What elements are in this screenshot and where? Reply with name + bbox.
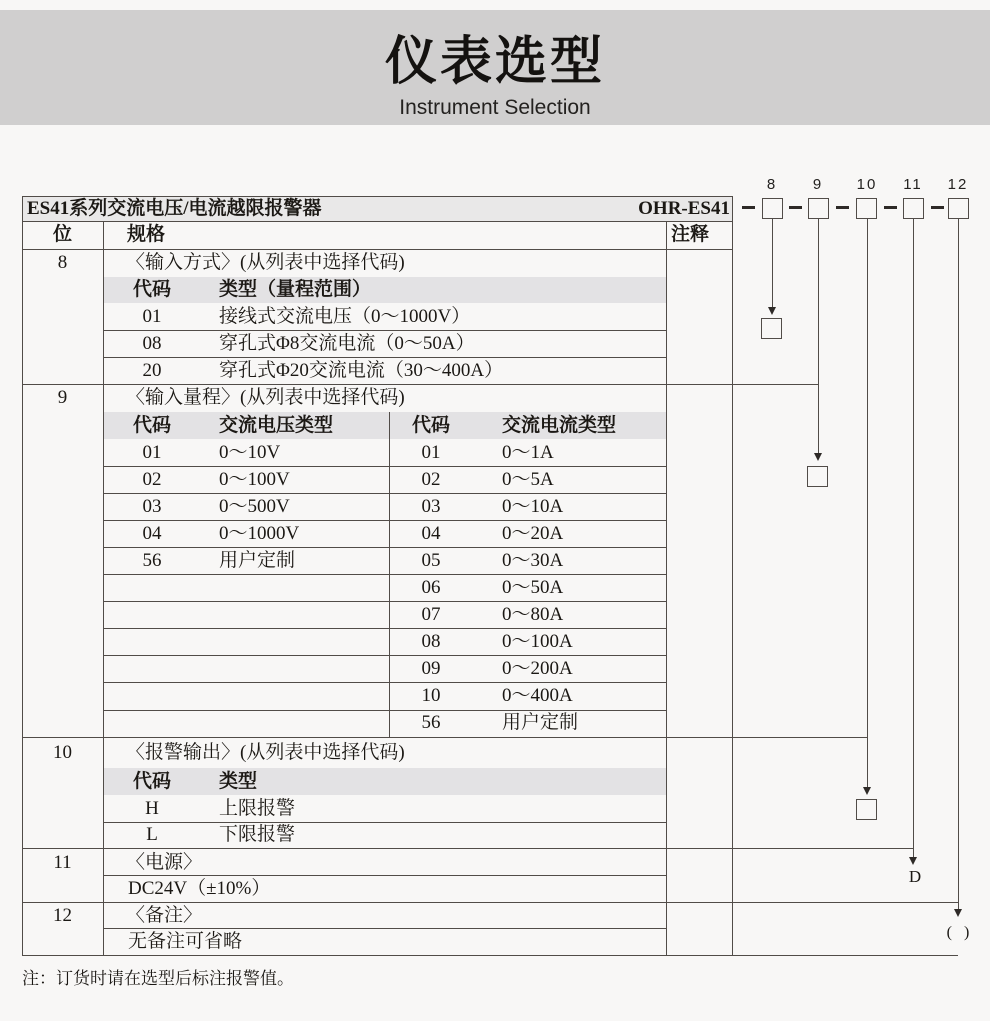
sec9-right-type: 0～200A bbox=[502, 658, 573, 679]
sec9-right-code: 08 bbox=[421, 631, 441, 652]
sec8-row-code: 08 bbox=[142, 333, 162, 354]
arrow-down-icon bbox=[909, 857, 917, 865]
sec10-row-type: 下限报警 bbox=[219, 824, 296, 845]
sec11-value: DC24V（±10%） bbox=[128, 878, 271, 899]
sec9-left-type: 0～10V bbox=[219, 442, 281, 463]
digit-label-9: 9 bbox=[812, 176, 824, 193]
footnote: 注：订货时请在选型后标注报警值。 bbox=[22, 969, 294, 988]
power-code-d: D bbox=[908, 867, 922, 886]
sec8-header-code: 代码 bbox=[132, 279, 171, 300]
sec8-row-code: 01 bbox=[142, 306, 162, 327]
code-box-11 bbox=[903, 198, 924, 219]
selection-box-9 bbox=[807, 466, 828, 487]
row-divider bbox=[103, 655, 666, 656]
row-divider bbox=[103, 710, 666, 711]
row8-9-border bbox=[22, 384, 818, 385]
digit-label-11: 11 bbox=[903, 176, 923, 193]
table-border-left bbox=[22, 196, 23, 955]
digit-label-12: 12 bbox=[947, 176, 969, 193]
row-divider bbox=[103, 493, 666, 494]
sec10-header-code: 代码 bbox=[132, 771, 171, 792]
sec9-right-code: 09 bbox=[421, 658, 441, 679]
sec9-right-code: 05 bbox=[421, 550, 441, 571]
sec9-left-type: 0～500V bbox=[219, 496, 290, 517]
code-box-10 bbox=[856, 198, 877, 219]
sec12-value: 无备注可省略 bbox=[128, 931, 243, 952]
selection-box-10 bbox=[856, 799, 877, 820]
sec9-pos: 9 bbox=[57, 387, 68, 408]
sec9-right-type: 0～80A bbox=[502, 604, 564, 625]
row11-12-border bbox=[22, 902, 958, 903]
arrow-down-icon bbox=[954, 909, 962, 917]
sec9-right-type: 0～10A bbox=[502, 496, 564, 517]
sec10-header-type: 类型 bbox=[219, 771, 258, 792]
digit-label-8: 8 bbox=[766, 176, 778, 193]
dash-separator bbox=[884, 206, 897, 209]
sec10-pos: 10 bbox=[53, 742, 72, 763]
sec9-right-code: 06 bbox=[421, 577, 441, 598]
selection-box-8 bbox=[761, 318, 782, 339]
sec8-row-type: 穿孔式Φ20交流电流（30～400A） bbox=[219, 360, 504, 381]
arrow-down-icon bbox=[863, 787, 871, 795]
col-header-pos: 位 bbox=[52, 224, 72, 245]
col-header-spec: 规格 bbox=[127, 224, 166, 245]
sec9-right-header-type: 交流电流类型 bbox=[502, 415, 617, 436]
sec9-left-header-code: 代码 bbox=[132, 415, 171, 436]
row10-11-border bbox=[22, 848, 913, 849]
row-divider bbox=[103, 875, 666, 876]
row-divider bbox=[103, 466, 666, 467]
row-divider bbox=[103, 928, 666, 929]
sec9-label: 〈输入量程〉(从列表中选择代码) bbox=[126, 387, 405, 408]
page-title: 仪表选型 bbox=[384, 33, 605, 91]
sec9-left-code: 56 bbox=[142, 550, 162, 571]
sec8-pos: 8 bbox=[57, 252, 68, 273]
code-box-8 bbox=[762, 198, 783, 219]
sec9-right-code: 02 bbox=[421, 469, 441, 490]
row-divider bbox=[103, 357, 666, 358]
sec9-left-code: 02 bbox=[142, 469, 162, 490]
sec9-right-code: 10 bbox=[421, 685, 441, 706]
sec12-label: 〈备注〉 bbox=[126, 905, 203, 926]
connector-line-8 bbox=[772, 218, 773, 307]
remark-parens: ( ) bbox=[946, 924, 970, 941]
connector-line-10 bbox=[867, 218, 868, 787]
sec9-right-header-code: 代码 bbox=[411, 415, 450, 436]
sec9-right-type: 0～30A bbox=[502, 550, 564, 571]
row9-10-border bbox=[22, 737, 867, 738]
arrow-down-icon bbox=[768, 307, 776, 315]
sec11-label: 〈电源〉 bbox=[126, 852, 203, 873]
sec8-header-type: 类型（量程范围） bbox=[219, 279, 372, 300]
table-border-right bbox=[732, 196, 733, 955]
banner bbox=[0, 10, 990, 125]
sec9-right-type: 用户定制 bbox=[502, 712, 579, 733]
note-column-divider bbox=[666, 221, 667, 955]
sec9-right-type: 0～50A bbox=[502, 577, 564, 598]
sec9-left-type: 0～100V bbox=[219, 469, 290, 490]
connector-line-11 bbox=[913, 218, 914, 857]
dash-separator bbox=[836, 206, 849, 209]
product-model: OHR-ES41 bbox=[638, 198, 730, 219]
row-divider bbox=[103, 330, 666, 331]
sec8-row-type: 接线式交流电压（0～1000V） bbox=[219, 306, 471, 327]
row-divider bbox=[103, 682, 666, 683]
dash-separator bbox=[931, 206, 944, 209]
sec9-right-code: 56 bbox=[421, 712, 441, 733]
sec9-right-type: 0～1A bbox=[502, 442, 554, 463]
sec9-right-code: 04 bbox=[421, 523, 441, 544]
header-body-divider bbox=[22, 249, 732, 250]
sec9-left-code: 01 bbox=[142, 442, 162, 463]
sec8-row-code: 20 bbox=[142, 360, 162, 381]
sec10-row-type: 上限报警 bbox=[219, 798, 296, 819]
page-subtitle: Instrument Selection bbox=[399, 96, 591, 119]
arrow-down-icon bbox=[814, 453, 822, 461]
sec9-right-type: 0～20A bbox=[502, 523, 564, 544]
dash-separator bbox=[742, 206, 755, 209]
table-border-bottom bbox=[22, 955, 958, 956]
digit-label-10: 10 bbox=[856, 176, 878, 193]
sec9-right-code: 01 bbox=[421, 442, 441, 463]
sec10-row-code: L bbox=[146, 824, 158, 845]
sec8-label: 〈输入方式〉(从列表中选择代码) bbox=[126, 252, 405, 273]
sec10-label: 〈报警输出〉(从列表中选择代码) bbox=[126, 742, 405, 763]
sec9-left-header-type: 交流电压类型 bbox=[219, 415, 334, 436]
row-divider bbox=[103, 628, 666, 629]
code-box-12 bbox=[948, 198, 969, 219]
sec8-row-type: 穿孔式Φ8交流电流（0～50A） bbox=[219, 333, 475, 354]
sec9-left-code: 04 bbox=[142, 523, 162, 544]
pos-column-divider bbox=[103, 221, 104, 955]
sec9-left-code: 03 bbox=[142, 496, 162, 517]
col-header-note: 注释 bbox=[671, 224, 710, 245]
row-divider bbox=[103, 574, 666, 575]
sec9-right-code: 03 bbox=[421, 496, 441, 517]
code-box-9 bbox=[808, 198, 829, 219]
sec12-pos: 12 bbox=[53, 905, 72, 926]
connector-line-12 bbox=[958, 218, 959, 909]
product-title: ES41系列交流电压/电流越限报警器 bbox=[27, 198, 322, 219]
dash-separator bbox=[789, 206, 802, 209]
sec9-right-code: 07 bbox=[421, 604, 441, 625]
sec10-row-code: H bbox=[145, 798, 159, 819]
connector-line-9 bbox=[818, 218, 819, 453]
row-divider bbox=[103, 547, 666, 548]
sec9-right-type: 0～5A bbox=[502, 469, 554, 490]
sec9-left-type: 用户定制 bbox=[219, 550, 296, 571]
sec9-right-type: 0～400A bbox=[502, 685, 573, 706]
row-divider bbox=[103, 520, 666, 521]
sec11-pos: 11 bbox=[53, 852, 72, 873]
row-divider bbox=[103, 601, 666, 602]
sec9-right-type: 0～100A bbox=[502, 631, 573, 652]
sec9-left-type: 0～1000V bbox=[219, 523, 300, 544]
